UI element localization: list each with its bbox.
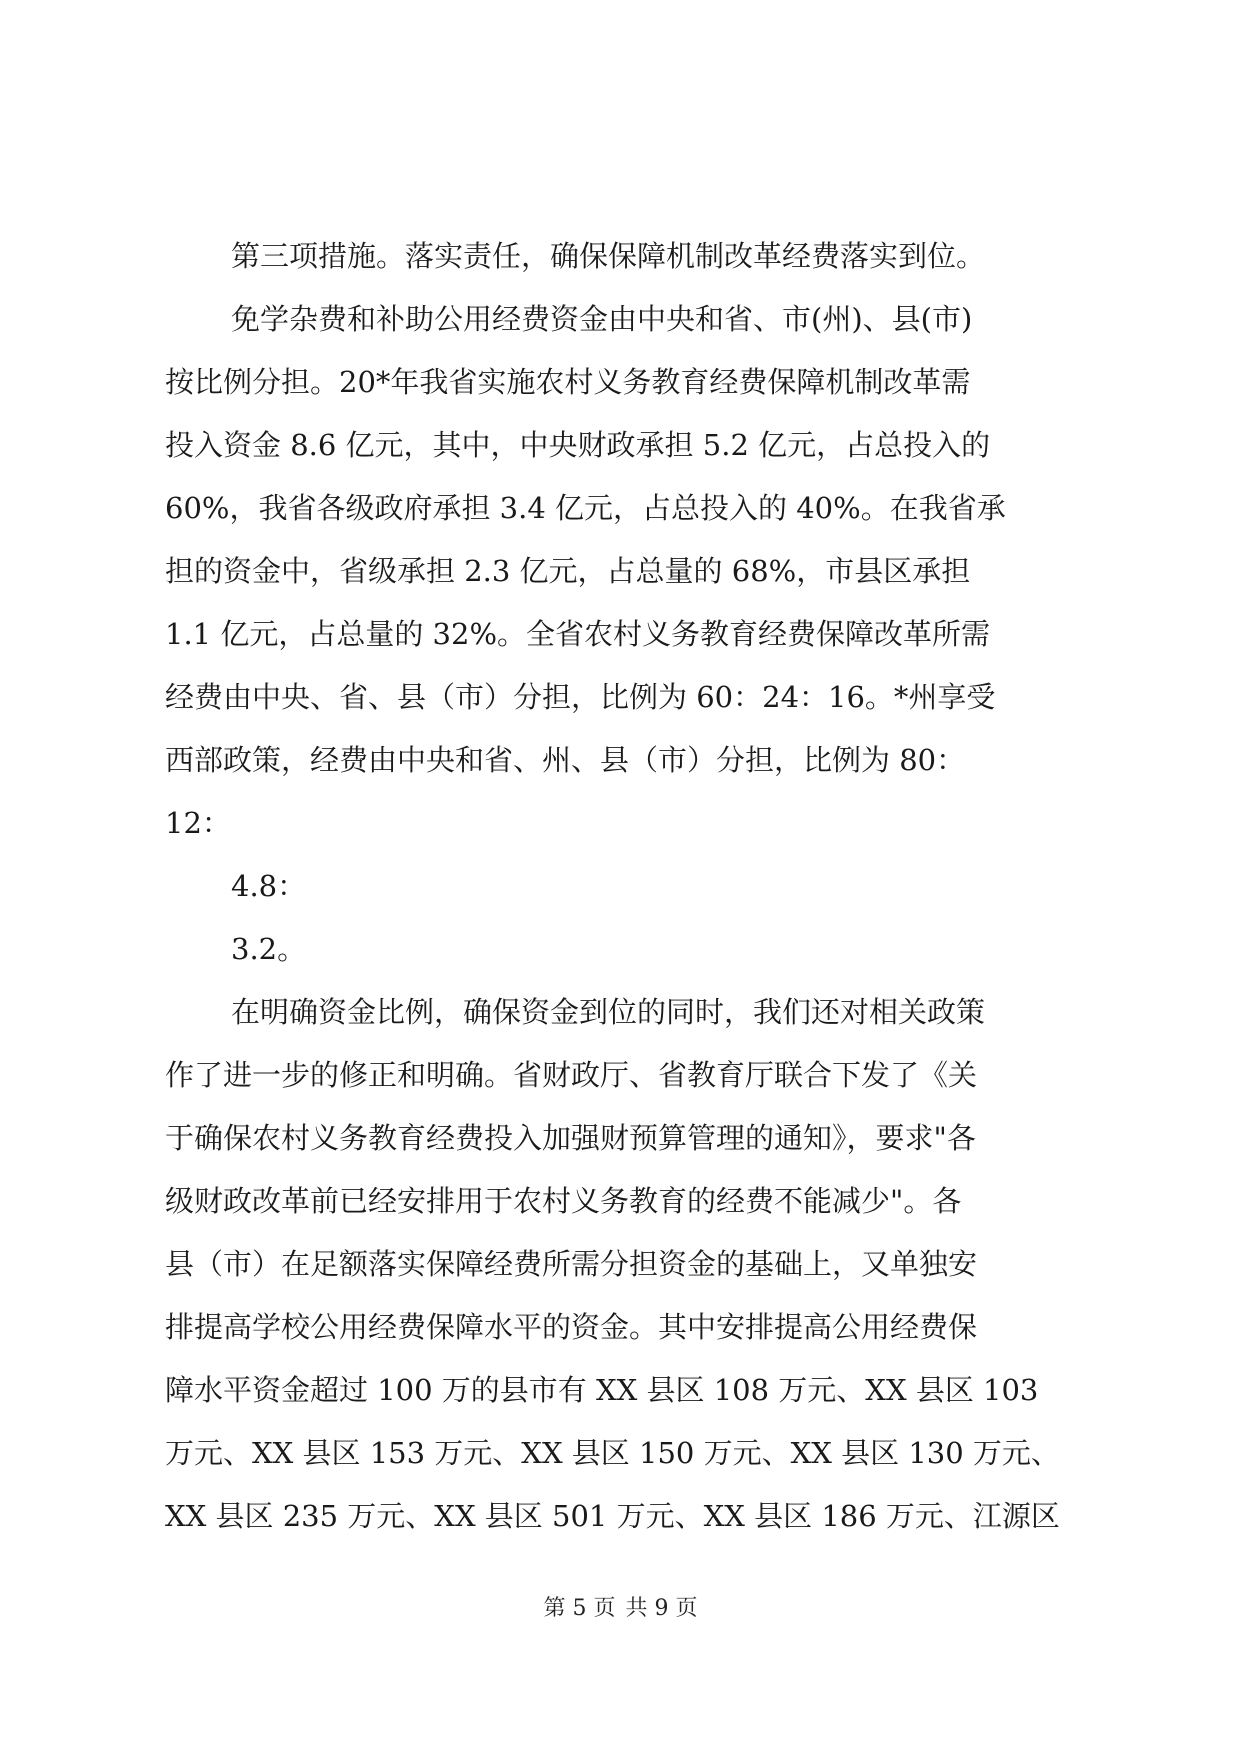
text-line: XX 县区 235 万元、XX 县区 501 万元、XX 县区 186 万元、江源区: [165, 1499, 1060, 1533]
page-footer: [0, 1594, 1241, 1624]
page-number: 第 5 页: [543, 1596, 616, 1621]
text-line: 在明确资金比例，确保资金到位的同时，我们还对相关政策: [231, 995, 986, 1029]
text-line: 投入资金 8.6 亿元，其中，中央财政承担 5.2 亿元，占总投入的: [165, 428, 991, 462]
text-line: 12：: [165, 806, 231, 840]
text-line: 县（市）在足额落实保障经费所需分担资金的基础上，又单独安: [165, 1247, 978, 1281]
text-line: 免学杂费和补助公用经费资金由中央和省、市(州)、县(市): [231, 302, 973, 336]
text-line: 60%，我省各级政府承担 3.4 亿元，占总投入的 40%。在我省承: [165, 491, 1006, 525]
text-line: 排提高学校公用经费保障水平的资金。其中安排提高公用经费保: [165, 1310, 978, 1344]
text-line: 作了进一步的修正和明确。省财政厅、省教育厅联合下发了《关: [165, 1058, 978, 1092]
text-line: 1.1 亿元，占总量的 32%。全省农村义务教育经费保障改革所需: [165, 617, 991, 651]
page-total: 共 9 页: [625, 1596, 698, 1621]
text-line: 担的资金中，省级承担 2.3 亿元，占总量的 68%，市县区承担: [165, 554, 971, 588]
text-line: 第三项措施。落实责任，确保保障机制改革经费落实到位。: [231, 239, 986, 273]
text-line: 3.2。: [231, 932, 307, 966]
text-line: 西部政策，经费由中央和省、州、县（市）分担，比例为 80：: [165, 743, 966, 777]
text-line: 4.8：: [231, 869, 307, 903]
text-line: 经费由中央、省、县（市）分担，比例为 60：24：16。*州享受: [165, 680, 996, 714]
text-line: 于确保农村义务教育经费投入加强财预算管理的通知》，要求"各: [165, 1121, 976, 1155]
text-line: 按比例分担。20*年我省实施农村义务教育经费保障机制改革需: [165, 365, 971, 399]
document-body: [165, 225, 1085, 1548]
text-line: 障水平资金超过 100 万的县市有 XX 县区 108 万元、XX 县区 103: [165, 1373, 1039, 1407]
text-line: 级财政改革前已经安排用于农村义务教育的经费不能减少"。各: [165, 1184, 962, 1218]
text-line: 万元、XX 县区 153 万元、XX 县区 150 万元、XX 县区 130 万元、: [165, 1436, 1060, 1470]
